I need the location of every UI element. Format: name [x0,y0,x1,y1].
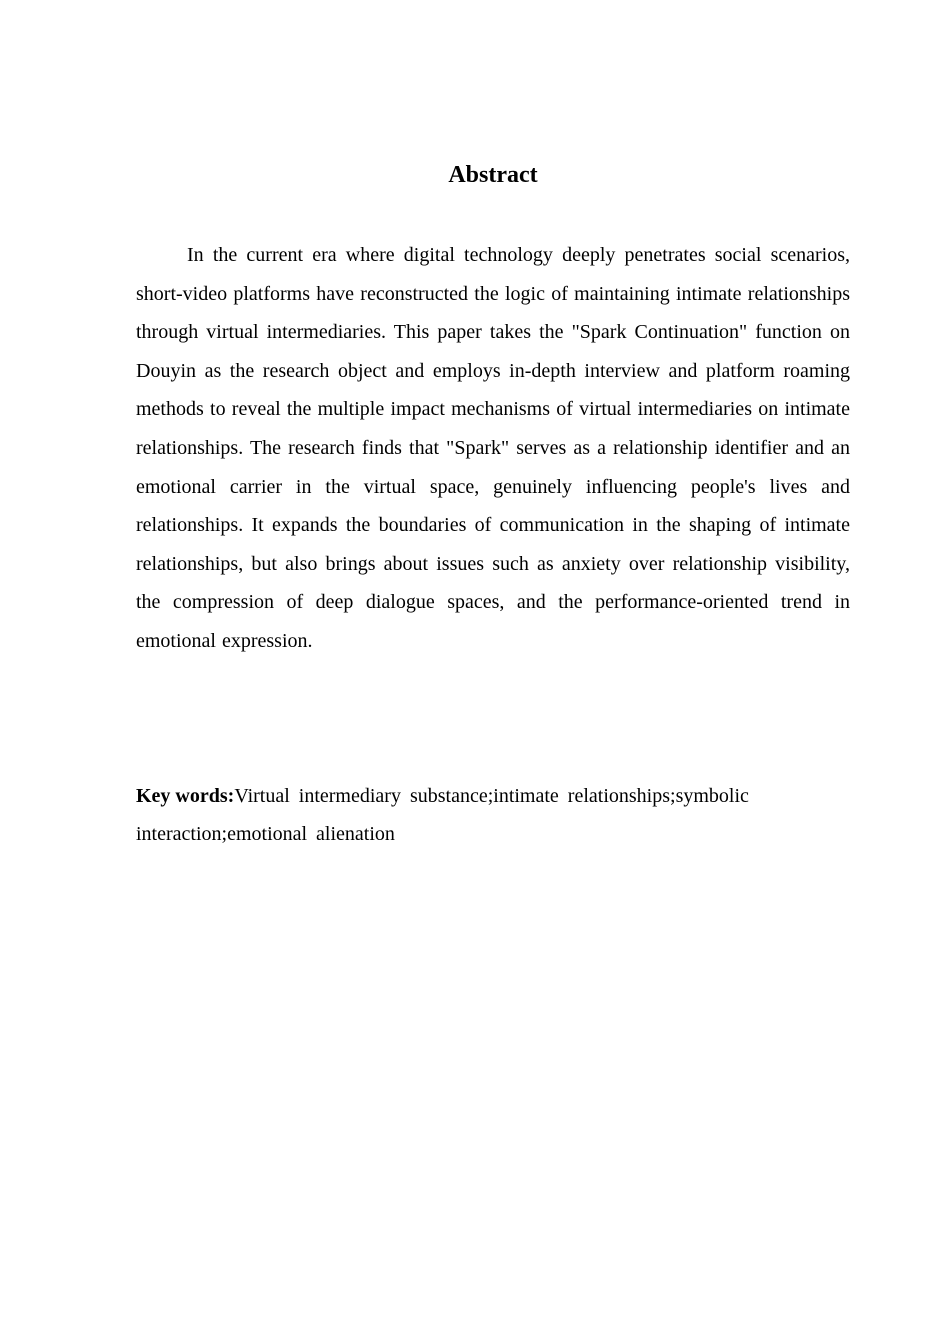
keywords-line [136,777,836,853]
abstract-heading: Abstract [448,162,538,188]
abstract-paragraph: In the current era where digital technology deeply penetrates social scenarios, short-video platforms have reconstructed the logic of maintaining intimate relationships through virtual intermediaries. This paper takes the "Spark Continuation" function on Douyin as the research object and employs in-depth interview and platform roaming methods to reveal the multiple impact mechanisms of virtual intermediaries on intimate relationships. The research finds that "Spark" serves as a relationship identifier and an emotional carrier in the virtual space, genuinely influencing people's lives and relationships. It expands the boundaries of communication in the shaping of intimate relationships, but also brings about issues such as anxiety over relationship visibility, the compression of deep dialogue spaces, and the performance-oriented trend in emotional expression. [136,244,850,652]
keywords-text: Virtual intermediary substance;intimate relationships;symbolic interaction;emotional alienation [136,785,749,845]
keywords-label: Key words: [136,785,235,807]
